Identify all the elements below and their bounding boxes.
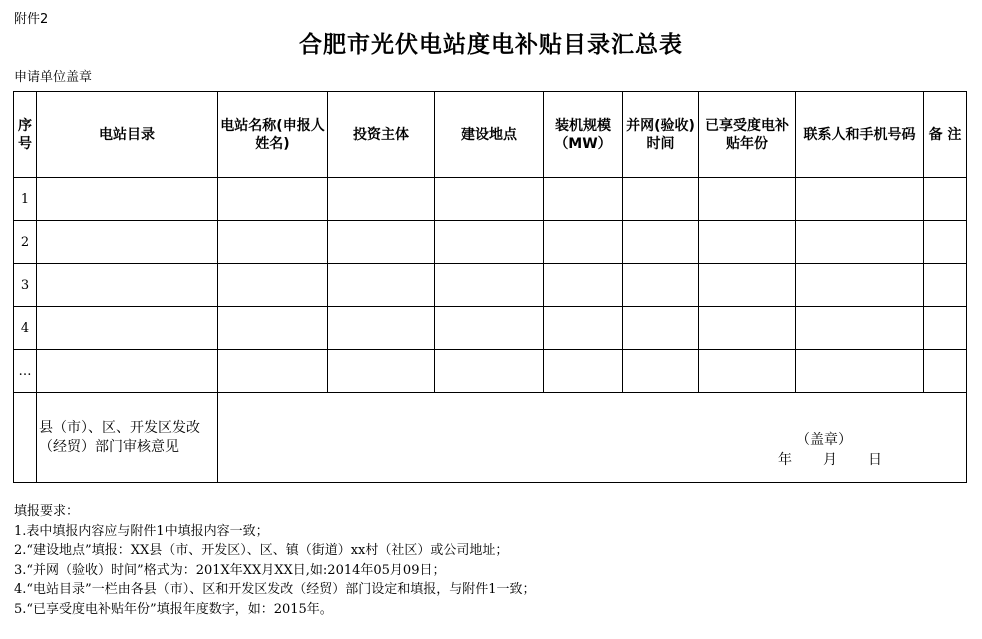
notes-heading: 填报要求： bbox=[14, 504, 80, 519]
table-row bbox=[14, 307, 967, 350]
document-title: 合肥市光伏电站度电补贴目录汇总表 bbox=[299, 32, 683, 58]
cell-investor[interactable] bbox=[328, 178, 435, 221]
cell-location[interactable] bbox=[435, 307, 544, 350]
cell-grid-time[interactable] bbox=[623, 350, 699, 393]
cell-location[interactable] bbox=[435, 350, 544, 393]
cell-remarks[interactable] bbox=[924, 307, 967, 350]
cell-catalog[interactable] bbox=[37, 178, 218, 221]
cell-station-name[interactable] bbox=[218, 350, 328, 393]
seal-text: （盖章） bbox=[796, 432, 852, 448]
attachment-label: 附件2 bbox=[14, 12, 49, 27]
header-seq: 序号 bbox=[14, 92, 37, 178]
note-item: 2.“建设地点”填报：XX县（市、开发区）、区、镇（街道）xx村（社区）或公司地址； bbox=[14, 543, 509, 558]
cell-location[interactable] bbox=[435, 178, 544, 221]
cell-catalog[interactable] bbox=[37, 307, 218, 350]
cell-subsidy-year[interactable] bbox=[699, 221, 796, 264]
header-station-name: 电站名称(申报人姓名) bbox=[218, 92, 328, 178]
applicant-seal-label: 申请单位盖章 bbox=[14, 70, 93, 85]
header-grid-time: 并网(验收)时间 bbox=[623, 92, 699, 178]
cell-catalog[interactable] bbox=[37, 350, 218, 393]
header-location: 建设地点 bbox=[435, 92, 544, 178]
summary-table bbox=[13, 91, 967, 483]
cell-grid-time[interactable] bbox=[623, 221, 699, 264]
cell-contact[interactable] bbox=[796, 178, 924, 221]
table-row bbox=[14, 178, 967, 221]
cell-subsidy-year[interactable] bbox=[699, 178, 796, 221]
header-contact: 联系人和手机号码 bbox=[796, 92, 924, 178]
note-item: 5.“已享受度电补贴年份”填报年度数字，如：2015年。 bbox=[14, 601, 333, 617]
cell-capacity[interactable] bbox=[544, 307, 623, 350]
note-item: 3.“并网（验收）时间”格式为：201X年XX月XX日,如:2014年05月09日； bbox=[14, 562, 446, 578]
header-subsidy-year: 已享受度电补贴年份 bbox=[699, 92, 796, 178]
table-header-row bbox=[14, 92, 967, 178]
cell-remarks[interactable] bbox=[924, 350, 967, 393]
cell-grid-time[interactable] bbox=[623, 178, 699, 221]
cell-investor[interactable] bbox=[328, 264, 435, 307]
cell-investor[interactable] bbox=[328, 350, 435, 393]
row-number: 3 bbox=[14, 264, 37, 307]
date-text: 年 月 日 bbox=[778, 452, 883, 468]
cell-remarks[interactable] bbox=[924, 221, 967, 264]
cell-station-name[interactable] bbox=[218, 307, 328, 350]
cell-capacity[interactable] bbox=[544, 264, 623, 307]
cell-capacity[interactable] bbox=[544, 221, 623, 264]
header-investor: 投资主体 bbox=[328, 92, 435, 178]
cell-location[interactable] bbox=[435, 221, 544, 264]
cell-contact[interactable] bbox=[796, 264, 924, 307]
cell-station-name[interactable] bbox=[218, 221, 328, 264]
cell-station-name[interactable] bbox=[218, 264, 328, 307]
note-item: 4.“电站目录”一栏由各县（市）、区和开发区发改（经贸）部门设定和填报，与附件1一致； bbox=[14, 582, 536, 597]
row-number: 4 bbox=[14, 307, 37, 350]
cell-contact[interactable] bbox=[796, 221, 924, 264]
row-number: … bbox=[14, 350, 37, 393]
cell-remarks[interactable] bbox=[924, 178, 967, 221]
cell-subsidy-year[interactable] bbox=[699, 350, 796, 393]
cell-subsidy-year[interactable] bbox=[699, 307, 796, 350]
row-number: 1 bbox=[14, 178, 37, 221]
cell-location[interactable] bbox=[435, 264, 544, 307]
cell-catalog[interactable] bbox=[37, 221, 218, 264]
header-capacity: 装机规模（MW） bbox=[544, 92, 623, 178]
cell-capacity[interactable] bbox=[544, 350, 623, 393]
review-opinion-label: 县（市）、区、开发区发改（经贸）部门审核意见 bbox=[37, 393, 218, 483]
cell-catalog[interactable] bbox=[37, 264, 218, 307]
row-number: 2 bbox=[14, 221, 37, 264]
cell-remarks[interactable] bbox=[924, 264, 967, 307]
header-catalog: 电站目录 bbox=[37, 92, 218, 178]
cell-contact[interactable] bbox=[796, 350, 924, 393]
cell-grid-time[interactable] bbox=[623, 307, 699, 350]
review-blank-cell bbox=[14, 393, 37, 483]
review-opinion-row bbox=[14, 393, 967, 483]
note-item: 1.表中填报内容应与附件1中填报内容一致； bbox=[14, 523, 269, 539]
cell-subsidy-year[interactable] bbox=[699, 264, 796, 307]
cell-capacity[interactable] bbox=[544, 178, 623, 221]
cell-contact[interactable] bbox=[796, 307, 924, 350]
filling-requirements bbox=[14, 502, 535, 619]
table-row bbox=[14, 350, 967, 393]
table-row bbox=[14, 264, 967, 307]
review-opinion-cell[interactable] bbox=[218, 393, 967, 483]
cell-investor[interactable] bbox=[328, 221, 435, 264]
cell-station-name[interactable] bbox=[218, 178, 328, 221]
cell-grid-time[interactable] bbox=[623, 264, 699, 307]
cell-investor[interactable] bbox=[328, 307, 435, 350]
header-remarks: 备 注 bbox=[924, 92, 967, 178]
table-row bbox=[14, 221, 967, 264]
